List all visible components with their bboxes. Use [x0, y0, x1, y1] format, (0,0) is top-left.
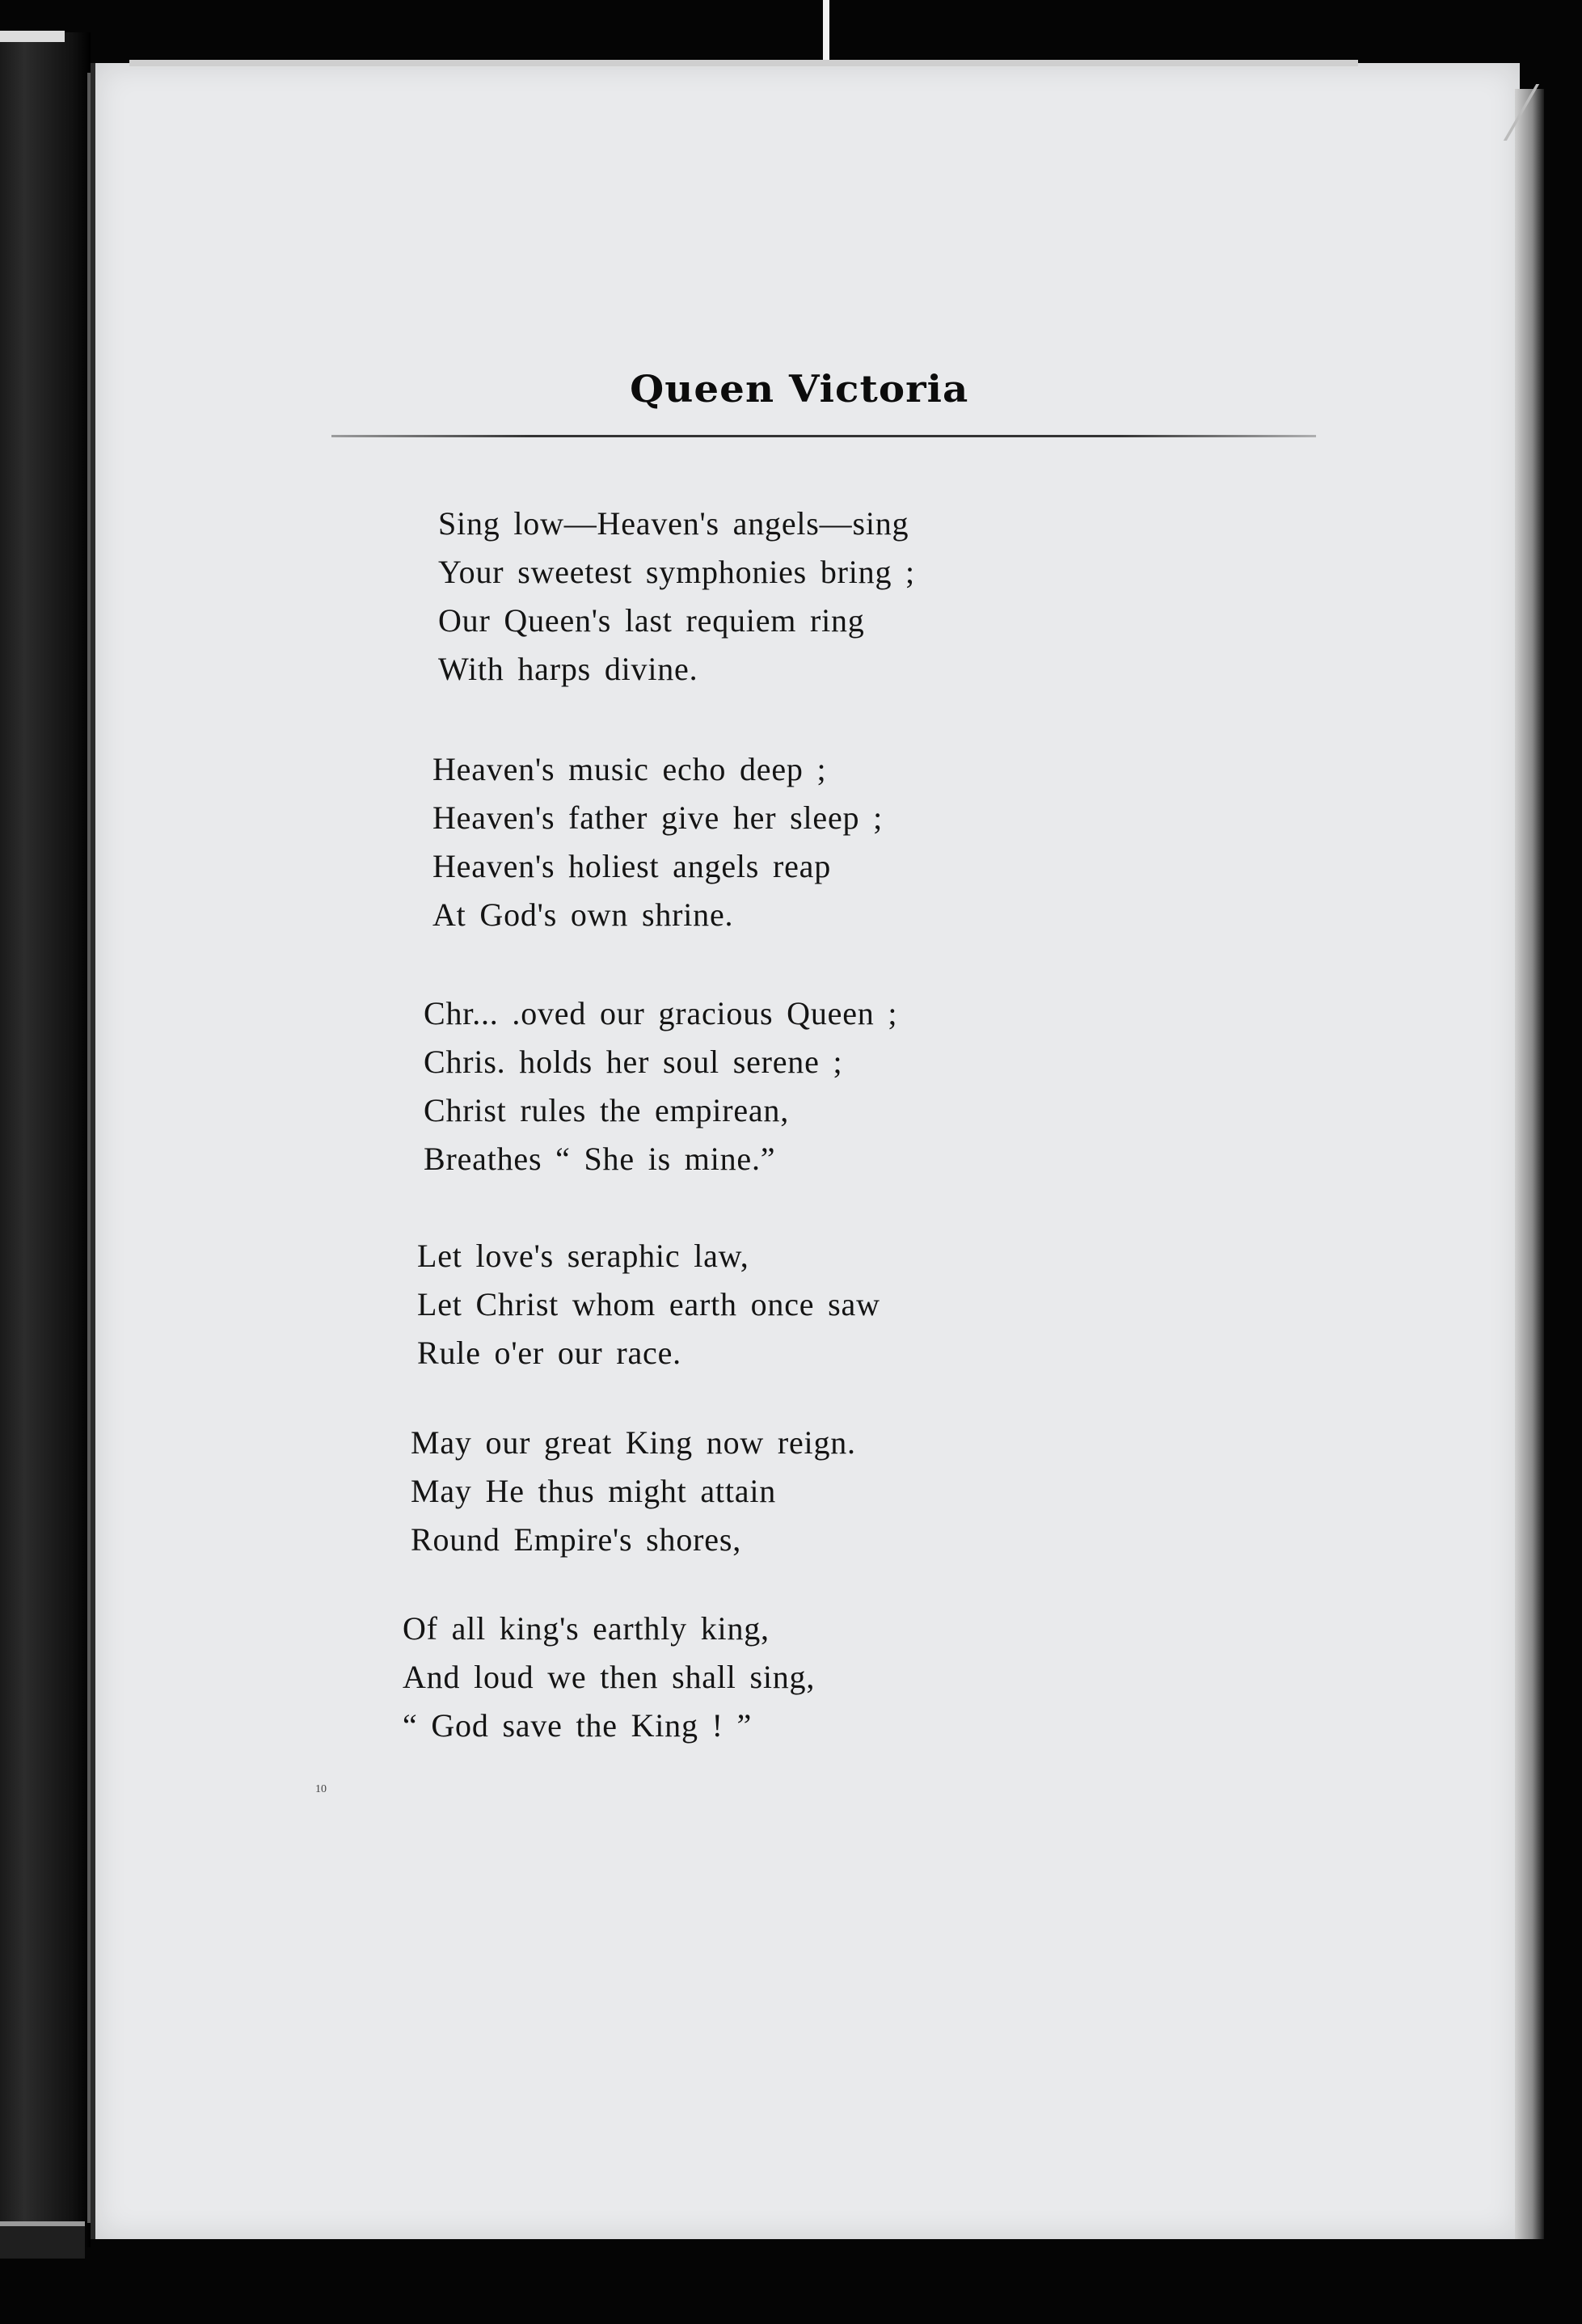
poem-line: And loud we then shall sing,	[403, 1659, 816, 1695]
stanza-6	[403, 1605, 815, 1750]
poem-line: Chris. holds her soul serene ;	[424, 1044, 843, 1080]
poem-line: Round Empire's shores,	[411, 1521, 741, 1558]
stanza-2	[432, 745, 883, 939]
poem-line: Our Queen's last requiem ring	[438, 602, 865, 639]
poem-line: Let Christ whom earth once saw	[417, 1286, 880, 1322]
poem-line: Chr... .oved our gracious Queen ;	[424, 995, 898, 1031]
poem-title: Queen Victoria	[630, 367, 969, 411]
poem-line: Of all king's earthly king,	[403, 1610, 770, 1647]
poem-line: Christ rules the empirean,	[424, 1092, 790, 1128]
poem-line: May our great King now reign.	[411, 1424, 856, 1461]
stanza-4	[417, 1232, 880, 1377]
stanza-1	[438, 500, 915, 694]
poem-line: At God's own shrine.	[432, 896, 734, 933]
poem-line: May He thus might attain	[411, 1473, 777, 1509]
page-number: 10	[315, 1783, 327, 1795]
poem-line: With harps divine.	[438, 651, 698, 687]
poem-line: “ God save the King ! ”	[403, 1707, 753, 1744]
stanza-5	[411, 1419, 856, 1564]
poem-line: Heaven's music echo deep ;	[432, 751, 827, 787]
poem-line: Let love's seraphic law,	[417, 1238, 749, 1274]
poem-line: Heaven's father give her sleep ;	[432, 799, 884, 836]
poem-line: Your sweetest symphonies bring ;	[438, 554, 915, 590]
poem-line: Rule o'er our race.	[417, 1335, 681, 1371]
stanza-3	[424, 989, 897, 1183]
poem-line: Heaven's holiest angels reap	[432, 848, 831, 884]
poem-line: Breathes “ She is mine.”	[424, 1141, 776, 1177]
poem-line: Sing low—Heaven's angels—sing	[438, 505, 909, 542]
